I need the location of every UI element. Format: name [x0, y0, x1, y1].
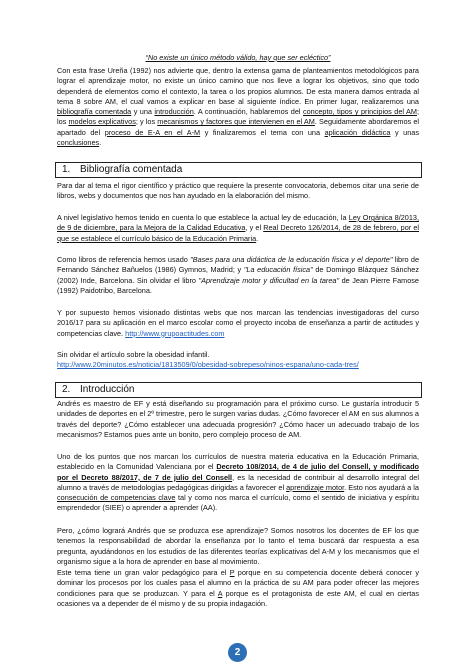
text: Uno de los puntos que nos marcan los currículos de nuestra materia educativa en la Educación Primaria, establecido en la Comunidad Valenciana por el [57, 452, 419, 472]
books-paragraph [57, 255, 419, 296]
curriculum-paragraph [57, 452, 419, 514]
text: porque es el protagonista de este AM, el cual en ciertas ocasiones va a depender de él mismo y de su propia indagación. [57, 588, 419, 608]
question-paragraph: Pero, ¿cómo logrará Andrés que se produzca ese aprendizaje? Somos nosotros los docentes de EF los que tenemos la responsabilidad de abordar la enseñanza por lo tanto el tema buscará dar respuesta a esa pregunta, ayudándonos en los estudios de las diferentes teorías explicativas del A-M y los mecanismos que el organismo sigue a la hora de aprender en base al movimiento. [57, 526, 419, 566]
real-decreto-ref: Real Decreto 126/2014, de 28 de febrero, por el que se establece el currículo básico de la Educación Primaria [57, 223, 419, 243]
text: , y el [245, 223, 264, 233]
index-conclusiones: conclusiones [57, 138, 100, 148]
bibliography-intro: Para dar al tema el rigor científico y práctico que requiere la presente convocatoria, debemos citar una serie de libros, webs y documentos que nos han ayudado en la elaboración del mismo. [57, 181, 419, 201]
section-title: Introducción [80, 384, 135, 395]
section-title: Bibliografía comentada [80, 164, 183, 175]
intro-paragraph [57, 66, 419, 148]
text: A nivel legislativo hemos tenido en cuenta lo que establece la actual ley de educación, la [57, 213, 349, 222]
book-title: "La educación física" [243, 265, 313, 275]
intro-text: . A continuación, hablaremos del [193, 107, 303, 117]
decreto-ref: Decreto 108/2014, de 4 de julio del Consell, y modificado por el Decreto 88/2017, de 7 de julio del Consell [57, 462, 419, 482]
index-bibliografia: bibliografía comentada [57, 107, 132, 117]
opening-quote: “No existe un único método válido, hay que ser ecléctico” [145, 53, 331, 62]
aprendizaje-motor-term: aprendizaje motor [286, 482, 345, 492]
section-number: 2. [62, 384, 71, 395]
obesity-paragraph [57, 350, 419, 371]
index-aplicacion: aplicación didáctica [324, 127, 391, 137]
intro-text: . Seguidamente abordaremos el apartado del [57, 117, 419, 137]
intro-andres-paragraph: Andrés es maestro de EF y está diseñando su programación para el próximo curso. Le gustaría introducir 5 unidades de deportes en el 2º trimestre, pero le surgen varias dudas. ¿Cómo favorecer el AM en sus alumnos a través del deporte? ¿Cómo establecer una adecuada progresión? ¿Cómo hacer un adecuado trabajo de los mecanismos? Estamos pues ante un bonito, pero complejo proceso de AM. [57, 399, 419, 439]
grupoactitudes-link[interactable]: http://www.grupoactitudes.com [125, 328, 225, 338]
webs-paragraph [57, 308, 419, 339]
index-proceso: proceso de E-A en el A-M [104, 127, 201, 137]
obesity-article-link[interactable]: http://www.20minutos.es/noticia/1813509/0/obesidad-sobrepeso/ninos-espana/uno-cada-tres/ [57, 360, 359, 370]
legislation-paragraph [57, 213, 419, 244]
text: Sin olvidar el artículo sobre la obesidad infantil. [57, 350, 210, 359]
index-mecanismos: mecanismos y factores que intervienen en el AM [157, 117, 315, 127]
intro-text: ; y los [135, 117, 158, 127]
index-concepto: concepto, tipos y principios del AM [302, 107, 417, 117]
section-heading-bibliografia [55, 162, 422, 178]
alumno-abbr: A [217, 588, 223, 598]
text: de Domingo Blázquez Sánchez (2002) Inde, Barcelona. Sin olvidar el libro [57, 265, 419, 285]
ley-organica-ref: Ley Orgánica 8/2013, de 9 de diciembre, para la Mejora de la Calidad Educativa [57, 213, 419, 233]
book-title: "Aprendizaje motor y dificultad en la tarea" [198, 275, 340, 285]
intro-text: y una [131, 107, 155, 117]
book-title: "Bases para una didáctica de la educación física y el deporte" [190, 255, 393, 264]
text: , es la necesidad de contribuir al desarrollo integral del alumno a través de metodologías pedagógicas dirigidas a favorecer el [57, 472, 419, 492]
text: porque en su competencia docente deberá conocer y dominar los procesos por los cuales pasa el alumno en la práctica de su AM para poder ofrecer las mejores condiciones para que se produzcan. Y para el [57, 568, 419, 598]
text: Este tema tiene un gran valor pedagógico para el [57, 568, 230, 577]
section-number: 1. [62, 164, 71, 175]
section-heading-introduccion [55, 382, 422, 398]
text: Y por supuesto hemos visionado distintas webs que nos marcan las tendencias investigadoras del curso 2016/17 para su aplicación en el marco escolar como el proyecto incoba de enseñanza a partir de actitudes y competencias clave. [57, 308, 419, 338]
intro-text: . [99, 138, 102, 148]
intro-text: y finalizaremos el tema con una [200, 127, 325, 137]
pedagogical-value-paragraph [57, 568, 419, 609]
competencias-clave-term: consecución de competencias clave [57, 493, 176, 503]
text: tal y como nos marca el currículo, como el sentido de iniciativa y espíritu emprendedor (SIEE) o aprender a aprender (AA). [57, 493, 419, 513]
text: . Esto nos ayudará a la [344, 482, 419, 492]
intro-text: Con esta frase Ureña (1992) nos advierte que, dentro la extensa gama de planteamientos metodológicos para lograr el aprendizaje motor, no existe un único camino que nos lleve a lograr los objetivos, sino que todo dependerá de elementos como el contexto, la tarea o los propios alumnos. De esta manera damos entrada al tema 8 sobre AM, el cual vamos a explicar en base al siguiente índice. En primer lugar, realizaremos una [57, 66, 419, 106]
index-introduccion: introducción [154, 107, 194, 117]
index-modelos: modelos explicativos [68, 117, 136, 127]
text: de Jean Pierre Famose (1992) Paidotribo, Barcelona. [57, 275, 419, 295]
page-number-badge: 2 [228, 643, 247, 662]
text: libro de Fernando Sánchez Bañuelos (1986) Gymnos, Madrid; y [57, 255, 419, 275]
text: . [256, 233, 259, 243]
profesor-abbr: P [229, 568, 235, 577]
text: Como libros de referencia hemos usado [57, 255, 191, 264]
intro-text: y unas [390, 127, 419, 137]
intro-text: ; los [57, 107, 420, 127]
